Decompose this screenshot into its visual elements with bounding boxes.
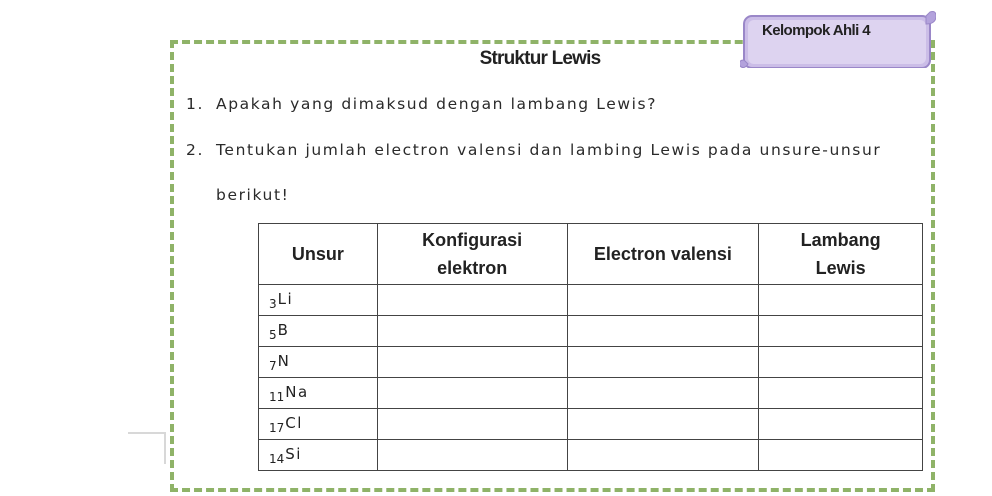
atomic-number: 14	[269, 451, 285, 466]
scroll-banner-icon	[740, 10, 936, 68]
element-symbol: N	[277, 351, 291, 370]
atomic-number: 17	[269, 420, 285, 435]
element-symbol: Si	[285, 444, 302, 463]
question-number: 2.	[186, 141, 204, 159]
lewis-cell[interactable]	[759, 285, 923, 316]
corner-mark	[128, 432, 166, 464]
element-cell	[259, 316, 378, 347]
element-cell	[259, 347, 378, 378]
elements-table	[258, 223, 923, 471]
valensi-cell[interactable]	[567, 409, 759, 440]
question-number: 1.	[186, 95, 204, 113]
question-text: Tentukan jumlah electron valensi dan lambing Lewis pada unsure-unsur	[216, 141, 882, 159]
lewis-cell[interactable]	[759, 347, 923, 378]
atomic-number: 5	[269, 327, 277, 342]
konfigurasi-cell[interactable]	[377, 316, 567, 347]
question-2	[186, 141, 881, 159]
konfigurasi-cell[interactable]	[377, 347, 567, 378]
lewis-cell[interactable]	[759, 440, 923, 471]
table-row	[259, 285, 923, 316]
element-symbol: Cl	[285, 413, 303, 432]
lewis-cell[interactable]	[759, 316, 923, 347]
valensi-cell[interactable]	[567, 440, 759, 471]
atomic-number: 7	[269, 358, 277, 373]
valensi-cell[interactable]	[567, 285, 759, 316]
konfigurasi-cell[interactable]	[377, 409, 567, 440]
question-2-continuation: berikut!	[216, 186, 290, 204]
element-cell	[259, 440, 378, 471]
element-symbol: Na	[285, 382, 309, 401]
element-symbol: B	[277, 320, 290, 339]
valensi-cell[interactable]	[567, 347, 759, 378]
konfigurasi-cell[interactable]	[377, 285, 567, 316]
banner-label: Kelompok Ahli 4	[762, 22, 870, 39]
table-row	[259, 378, 923, 409]
lewis-cell[interactable]	[759, 378, 923, 409]
element-cell	[259, 378, 378, 409]
element-cell	[259, 409, 378, 440]
table-row	[259, 347, 923, 378]
table-row	[259, 440, 923, 471]
table-row	[259, 409, 923, 440]
table-row	[259, 316, 923, 347]
element-cell	[259, 285, 378, 316]
question-text: Apakah yang dimaksud dengan lambang Lewis?	[216, 95, 658, 113]
page-title: Struktur Lewis	[479, 48, 601, 69]
valensi-cell[interactable]	[567, 316, 759, 347]
konfigurasi-cell[interactable]	[377, 378, 567, 409]
element-symbol: Li	[277, 289, 294, 308]
group-banner	[740, 10, 936, 68]
atomic-number: 11	[269, 389, 285, 404]
question-1	[186, 95, 657, 113]
atomic-number: 3	[269, 296, 277, 311]
header-konfigurasi: Konfigurasi elektron	[377, 224, 567, 285]
lewis-cell[interactable]	[759, 409, 923, 440]
valensi-cell[interactable]	[567, 378, 759, 409]
header-unsur: Unsur	[259, 224, 378, 285]
header-electron-valensi: Electron valensi	[567, 224, 759, 285]
table-header-row	[259, 224, 923, 285]
header-lambang: Lambang Lewis	[759, 224, 923, 285]
konfigurasi-cell[interactable]	[377, 440, 567, 471]
